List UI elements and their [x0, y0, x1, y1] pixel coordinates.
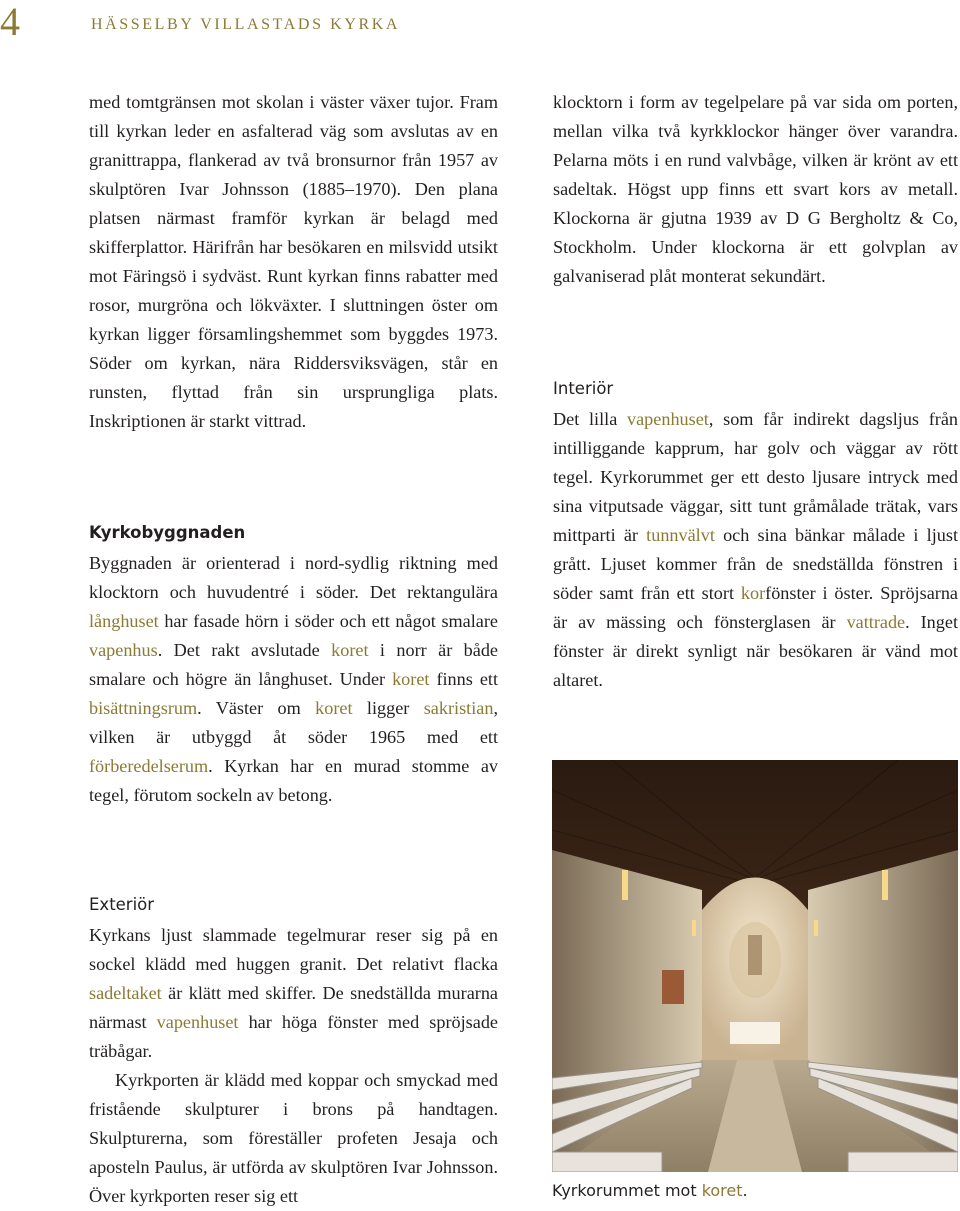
- belfry-paragraph: klocktorn i form av tegelpelare på var sida om porten, mellan vilka två kyrkklockor hänger över varandra. Pelarna möts i en rund valvbåge, vilken är krönt av ett sadeltak. Högst upp finns ett svart kors av metall. Klockorna är gjutna 1939 av D G Bergholtz & Co, Stockholm. Under klockorna är ett golvplan av galvaniserad plåt monterat sekundärt.: [553, 92, 958, 286]
- kyrkobyggnaden-paragraph: Byggnaden är orienterad i nord-sydlig riktning med klocktorn och huvudentré i söder. Det rektangulära långhuset har fasade hörn i söder och ett något smalare vapenhus. Det rakt avslutade koret i norr är både smalare och högre än långhuset. Under koret finns ett bisättningsrum. Väster om koret ligger sakristian, vilken är utbyggd åt söder 1965 med ett förberedelserum. Kyrkan har en murad stomme av tegel, förutom sockeln av betong.: [89, 553, 498, 805]
- photo-caption: Kyrkorummet mot koret.: [552, 1181, 748, 1200]
- gloss-term[interactable]: koret: [315, 698, 353, 718]
- exterior-paragraph-2: Kyrkporten är klädd med koppar och smyckad med fristående skulpturer i brons på handtagen. Skulpturerna, som föreställer profeten Jesaja och aposteln Paulus, är utförda av skulptören Ivar Johnsson. Över kyrkporten reser sig ett: [89, 1070, 498, 1206]
- page-number: 4: [0, 0, 20, 44]
- right-column-top: [553, 88, 958, 291]
- section-interior: [553, 378, 958, 695]
- intro-paragraph: med tomtgränsen mot skolan i väster växer tujor. Fram till kyrkan leder en asfalterad väg som avslutas av en granittrappa, flankerad av två bronsurnor från 1957 av skulptören Ivar Johnsson (1885–1970). Den plana platsen närmast framför kyrkan är belagd med skifferplattor. Härifrån har besökaren en milsvidd utsikt mot Färingsö i sydväst. Runt kyrkan finns rabatter med rosor, murgröna och lökväxter. I sluttningen öster om kyrkan ligger församlingshemmet som byggdes 1973. Söder om kyrkan, nära Riddersviksvägen, står en runsten, flyttad från sin ursprungliga plats. Inskriptionen är starkt vittrad.: [89, 92, 498, 431]
- gloss-term[interactable]: långhuset: [89, 611, 159, 631]
- gloss-term[interactable]: koret: [701, 1181, 743, 1200]
- gloss-term[interactable]: koret: [331, 640, 369, 660]
- gloss-term[interactable]: vapenhus: [89, 640, 158, 660]
- heading-exterior: Exteriör: [89, 895, 155, 914]
- section-exterior: [89, 894, 498, 1211]
- gloss-term[interactable]: vapenhuset: [627, 409, 709, 429]
- gloss-term[interactable]: vattrade: [846, 612, 906, 632]
- section-kyrkobyggnaden: [89, 522, 498, 810]
- gloss-term[interactable]: koret: [392, 669, 430, 689]
- heading-kyrkobyggnaden: Kyrkobyggnaden: [89, 523, 246, 542]
- left-column-top: [89, 88, 498, 436]
- gloss-term[interactable]: vapenhuset: [156, 1012, 239, 1032]
- gloss-term[interactable]: tunnvälvt: [646, 525, 715, 545]
- gloss-term[interactable]: sakristian: [423, 698, 494, 718]
- heading-interior: Interiör: [553, 379, 614, 398]
- gloss-term[interactable]: kor: [740, 583, 766, 603]
- running-head: HÄSSELBY VILLASTADS KYRKA: [91, 16, 401, 33]
- gloss-term[interactable]: förberedelserum: [89, 756, 209, 776]
- exterior-paragraph-1: Kyrkans ljust slammade tegelmurar reser sig på en sockel klädd med huggen granit. Det relativt flacka sadeltaket är klätt med skiffer. De snedställda murarna närmast vapenhuset har höga fönster med spröjsade träbågar.: [89, 925, 499, 1061]
- interior-paragraph: Det lilla vapenhuset, som får indirekt dagsljus från intilliggande kapprum, har golv och väggar av rött tegel. Kyrkorummet ger ett desto ljusare intryck med sina vitputsade väggar, sitt tunt gråmålade trätak, vars mittparti är tunnvälvt och sina bänkar målade i ljust grått. Ljuset kommer från de snedställda fönstren i söder samt från ett stort korfönster i öster. Spröjsarna är av mässing och fönsterglasen är vattrade. Inget fönster är direkt synligt när besökaren är vänd mot altaret.: [553, 409, 959, 690]
- church-interior-photo: [552, 760, 958, 1172]
- gloss-term[interactable]: bisättningsrum: [89, 698, 198, 718]
- gloss-term[interactable]: sadeltaket: [89, 983, 162, 1003]
